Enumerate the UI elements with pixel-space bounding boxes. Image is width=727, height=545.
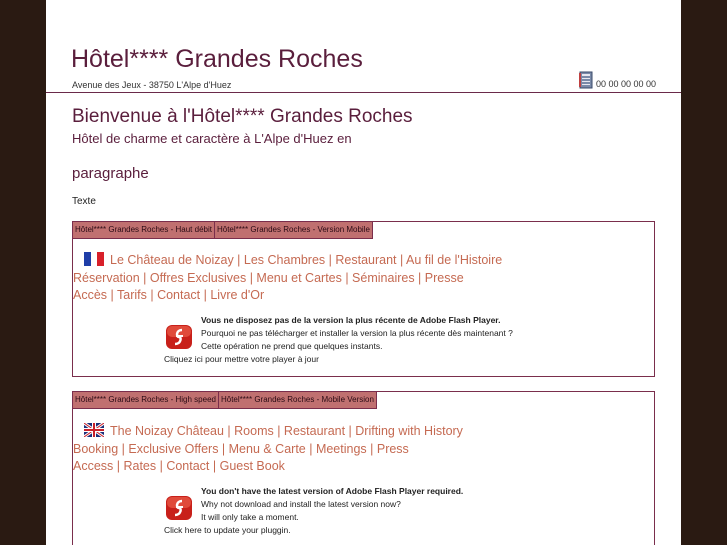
site-title[interactable]: Hôtel**** Grandes Roches <box>71 45 363 73</box>
tab-high-speed-fr[interactable]: Hôtel**** Grandes Roches - Haut débit <box>73 222 215 239</box>
flash-message-bold: Vous ne disposez pas de la version la plus récente de Adobe Flash Player. <box>201 315 501 325</box>
english-nav-line-1[interactable] <box>73 423 463 441</box>
flash-message-2: Why not download and install the latest version now? <box>201 499 401 509</box>
tab-high-speed-en[interactable]: Hôtel**** Grandes Roches - High speed <box>73 392 219 409</box>
flash-message-3: Cette opération ne prend que quelques instants. <box>201 341 383 351</box>
french-nav-line-3[interactable]: Accès | Tarifs | Contact | Livre d'Or <box>73 288 265 302</box>
english-nav <box>73 423 463 476</box>
french-nav-line-2[interactable]: Réservation | Offres Exclusives | Menu et Cartes | Séminaires | Presse <box>73 270 464 285</box>
flash-message-bold: You don't have the latest version of Adobe Flash Player required. <box>201 486 464 496</box>
phone <box>578 71 656 89</box>
flash-player-icon[interactable] <box>165 495 193 521</box>
french-flash-notice <box>165 314 513 366</box>
tab-mobile-fr[interactable]: Hôtel**** Grandes Roches - Version Mobile <box>215 222 373 239</box>
french-tabs <box>73 222 654 239</box>
header-divider <box>46 92 681 93</box>
flash-message-3: It will only take a moment. <box>201 512 299 522</box>
flash-update-link[interactable]: Cliquez ici pour mettre votre player à jour <box>164 354 319 364</box>
address: Avenue des Jeux - 38750 L'Alpe d'Huez <box>72 80 232 90</box>
subtitle: Hôtel de charme et caractère à L'Alpe d'Huez en <box>72 131 352 146</box>
french-section <box>72 221 655 377</box>
uk-flag-icon[interactable] <box>84 423 104 437</box>
flash-message-2: Pourquoi ne pas télécharger et installer la version la plus récente dès maintenant ? <box>201 328 513 338</box>
french-flag-icon[interactable] <box>84 252 104 266</box>
french-nav <box>73 252 502 305</box>
welcome-heading: Bienvenue à l'Hôtel**** Grandes Roches <box>72 106 413 127</box>
english-tabs <box>73 392 654 409</box>
phone-book-icon <box>578 71 594 89</box>
page-container <box>46 0 681 545</box>
body-text: Texte <box>72 196 96 207</box>
english-nav-links-1[interactable]: The Noizay Château | Rooms | Restaurant | Drifting with History <box>110 424 463 438</box>
english-section <box>72 391 655 545</box>
french-nav-links-1[interactable]: Le Château de Noizay | Les Chambres | Restaurant | Au fil de l'Histoire <box>110 253 503 267</box>
tab-mobile-en[interactable]: Hôtel**** Grandes Roches - Mobile Version <box>219 392 377 409</box>
paragraph-heading: paragraphe <box>72 165 149 182</box>
french-nav-line-1[interactable] <box>73 252 502 270</box>
flash-update-link[interactable]: Click here to update your pluggin. <box>164 525 291 535</box>
phone-number: 00 00 00 00 00 <box>595 79 656 89</box>
flash-player-icon[interactable] <box>165 324 193 350</box>
english-nav-line-3[interactable]: Access | Rates | Contact | Guest Book <box>73 459 285 473</box>
english-nav-line-2[interactable]: Booking | Exclusive Offers | Menu & Carte | Meetings | Press <box>73 441 409 456</box>
english-flash-notice <box>165 485 463 537</box>
